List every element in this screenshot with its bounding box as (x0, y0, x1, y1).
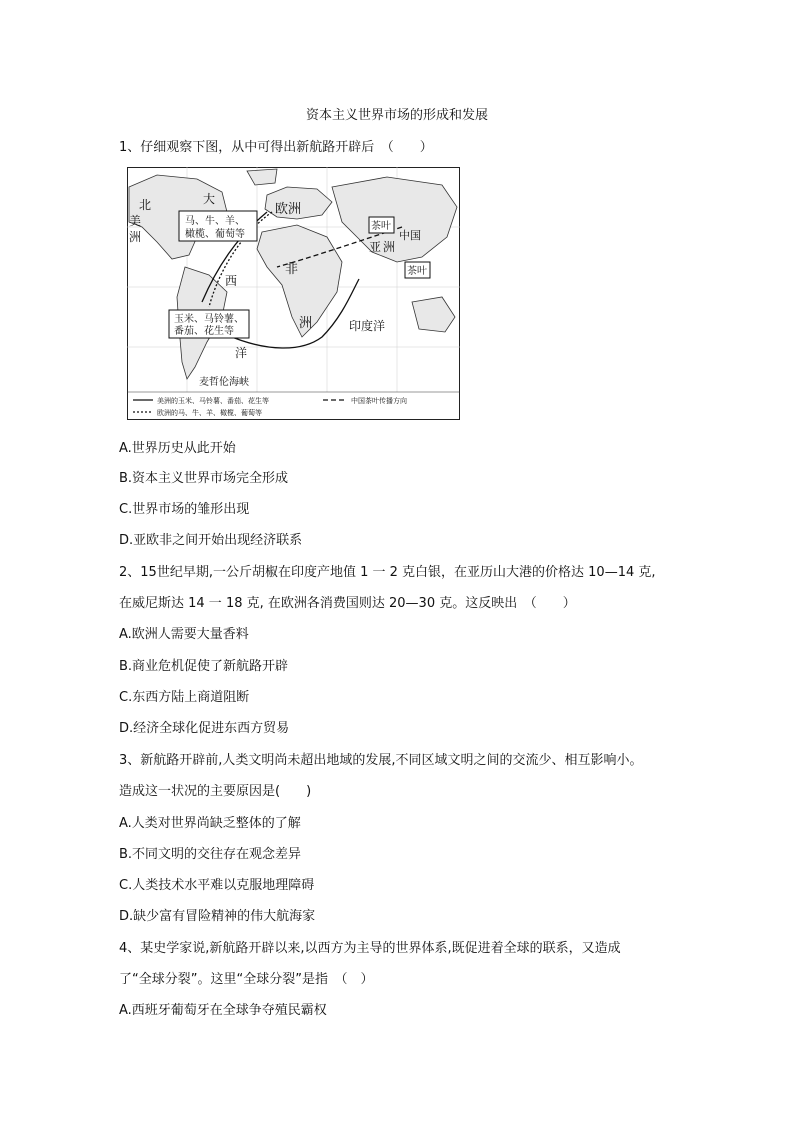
question-3-option-b: B.不同文明的交往存在观念差异 (119, 847, 302, 862)
world-map-svg (127, 167, 460, 420)
question-1-option-a: A.世界历史从此开始 (119, 441, 236, 456)
question-2-stem-2: 在威尼斯达 14 一 18 克, 在欧洲各消费国则达 20—30 克。这反映出 （ ） (119, 596, 576, 611)
question-3-option-d: D.缺少富有冒险精神的伟大航海家 (119, 909, 316, 924)
label-africa: 非 (285, 262, 299, 277)
page-title: 资本主义世界市场的形成和发展 (305, 108, 488, 123)
question-4-option-a: A.西班牙葡萄牙在全球争夺殖民霸权 (119, 1003, 327, 1018)
question-1-option-b: B.资本主义世界市场完全形成 (119, 471, 289, 486)
world-map-figure (127, 167, 460, 420)
legend-tea: 中国茶叶传播方向 (351, 397, 407, 405)
question-2-stem-1: 2、15世纪早期,一公斤胡椒在印度产地值 1 一 2 克白银，在亚历山大港的价格达 10—14 克, (119, 565, 656, 580)
question-3-stem-2: 造成这一状况的主要原因是( ) (119, 784, 312, 799)
label-europe: 欧洲 (275, 202, 302, 217)
legend-americas: 美洲的玉米、马铃薯、番茄、花生等 (157, 397, 269, 405)
label-indian-ocean: 印度洋 (349, 319, 386, 333)
question-1-option-c: C.世界市场的雏形出现 (119, 502, 250, 517)
question-3-option-a: A.人类对世界尚缺乏整体的了解 (119, 816, 301, 831)
europe-goods-line-1: 马、牛、羊、 (185, 216, 245, 227)
question-4-stem-1: 4、某史学家说,新航路开辟以来,以西方为主导的世界体系,既促进着全球的联系，又造成 (119, 941, 621, 956)
label-north-america-3: 洲 (129, 230, 142, 244)
legend-europe: 欧洲的马、牛、羊、橄榄、葡萄等 (157, 409, 262, 417)
question-3-stem-1: 3、新航路开辟前,人类文明尚未超出地域的发展,不同区域文明之间的交流少、相互影响小。 (119, 753, 643, 768)
question-2-option-a: A.欧洲人需要大量香料 (119, 627, 249, 642)
question-4-stem-2: 了“全球分裂”。这里“全球分裂”是指 （ ） (119, 972, 374, 987)
label-china: 中国 (399, 229, 421, 242)
question-2-option-c: C.东西方陆上商道阻断 (119, 690, 250, 705)
question-1-option-d: D.亚欧非之间开始出现经济联系 (119, 533, 303, 548)
tea-label-1: 茶叶 (371, 221, 391, 232)
label-north-america-2: 美 (129, 214, 142, 228)
label-north-america-1: 北 (139, 198, 152, 212)
tea-label-2: 茶叶 (407, 266, 427, 277)
label-atlantic-3: 洋 (235, 346, 248, 360)
question-2-option-b: B.商业危机促使了新航路开辟 (119, 659, 289, 674)
americas-goods-line-2: 番茄、花生等 (174, 326, 234, 337)
question-1-stem: 1、仔细观察下图，从中可得出新航路开辟后 （ ） (119, 140, 433, 155)
label-africa-2: 洲 (299, 316, 313, 331)
label-asia-1: 亚 (369, 240, 382, 254)
question-3-option-c: C.人类技术水平难以克服地理障碍 (119, 878, 315, 893)
label-atlantic-1: 大 (203, 192, 216, 206)
americas-goods-line-1: 玉米、马铃薯、 (174, 314, 244, 325)
label-asia-2: 洲 (383, 240, 396, 254)
question-2-option-d: D.经济全球化促进东西方贸易 (119, 721, 290, 736)
europe-goods-line-2: 橄榄、葡萄等 (185, 229, 245, 240)
label-magellan-strait: 麦哲伦海峡 (199, 377, 249, 388)
label-atlantic-2: 西 (225, 274, 238, 288)
